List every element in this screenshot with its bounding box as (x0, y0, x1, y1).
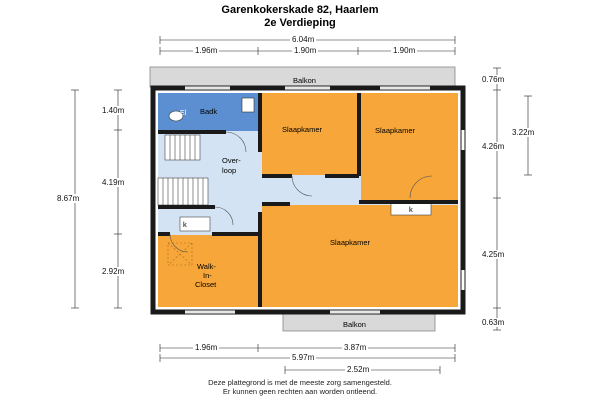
hallway-label-2: loop (222, 166, 237, 175)
dim-bottom-total: 5.97m (292, 353, 315, 362)
dim-top-a: 1.96m (195, 46, 218, 55)
disclaimer-line-2: Er kunnen geen rechten aan worden ontleend. (222, 387, 378, 396)
dim-left-a: 1.40m (102, 106, 125, 115)
closet-label-1: Walk- (197, 262, 216, 271)
dim-left-c: 2.92m (102, 267, 125, 276)
balcony-top-label: Balkon (293, 76, 316, 85)
dim-right-side: 3.22m (512, 128, 535, 137)
bedroom-3-label: Slaapkamer (330, 238, 371, 247)
dim-top-total: 6.04m (292, 35, 315, 44)
dim-left-b: 4.19m (102, 178, 125, 187)
bedroom-1-label: Slaapkamer (282, 125, 323, 134)
dim-bottom-b: 3.87m (344, 343, 367, 352)
closet-2-label: k (409, 205, 413, 214)
dim-bottom-a: 1.96m (195, 343, 218, 352)
bedroom-1 (262, 93, 358, 175)
balcony-bottom-label: Balkon (343, 320, 366, 329)
dim-right-b: 4.26m (482, 142, 505, 151)
hallway-label-1: Over- (222, 156, 241, 165)
bedroom-2 (361, 93, 458, 201)
dim-top-b: 1.90m (294, 46, 317, 55)
address-title: Garenkokerskade 82, Haarlem (221, 4, 379, 16)
closet-label-3: Closet (195, 280, 217, 289)
bedroom-3 (262, 205, 458, 307)
dim-right-c: 4.25m (482, 250, 505, 259)
disclaimer-line-1: Deze plattegrond is met de meeste zorg samengesteld. (208, 378, 392, 387)
bedroom-2-label: Slaapkamer (375, 126, 416, 135)
floor-title: 2e Verdieping (264, 17, 336, 29)
closet-1-label: k (183, 220, 187, 229)
dim-bottom-c: 2.52m (347, 365, 370, 374)
dim-top-c: 1.90m (393, 46, 416, 55)
shower-tray (242, 98, 254, 112)
dim-right-a: 0.76m (482, 75, 505, 84)
bathroom-label: Badk (200, 107, 218, 116)
closet-label-2: In- (203, 271, 212, 280)
dim-right-d: 0.63m (482, 318, 505, 327)
dim-left-total: 8.67m (57, 194, 80, 203)
bathroom-label-el: El (180, 110, 187, 117)
